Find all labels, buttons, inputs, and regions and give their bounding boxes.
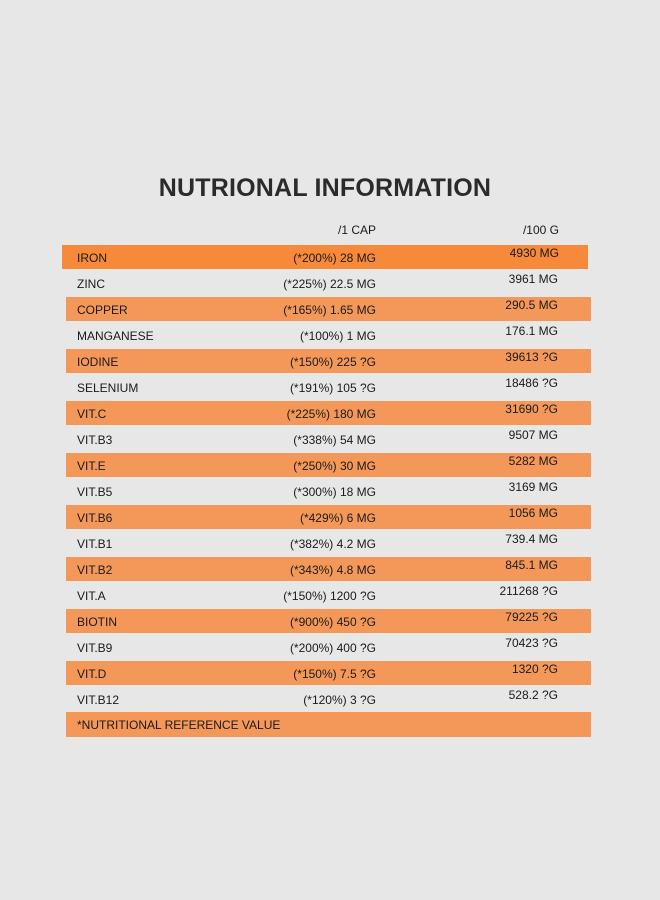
per-100g-value: 31690 ?G: [505, 402, 558, 416]
table-row: [66, 635, 591, 659]
nutrient-name: VIT.A: [77, 589, 106, 603]
column-header-per-100g: /100 G: [522, 223, 559, 237]
footnote-text: *NUTRITIONAL REFERENCE VALUE: [77, 718, 281, 732]
per-100g-value: 845.1 MG: [505, 558, 558, 572]
table-row: [66, 375, 591, 399]
per-100g-value: 211268 ?G: [499, 584, 558, 598]
nutrient-name: VIT.B5: [77, 485, 113, 499]
per-100g-value: 290.5 MG: [505, 298, 558, 312]
table-row: [66, 271, 591, 295]
per-cap-value: (*300%) 18 MG: [293, 485, 376, 499]
per-100g-value: 3961 MG: [508, 272, 558, 286]
nutrient-name: BIOTIN: [77, 615, 118, 629]
per-cap-value: (*100%) 1 MG: [299, 329, 376, 343]
per-100g-value: 5282 MG: [508, 454, 558, 468]
nutrient-name: MANGANESE: [77, 329, 154, 343]
per-cap-value: (*250%) 30 MG: [293, 459, 376, 473]
per-100g-value: 39613 ?G: [505, 350, 558, 364]
nutrient-name: VIT.B1: [77, 537, 113, 551]
per-cap-value: (*225%) 180 MG: [286, 407, 376, 421]
nutrient-name: VIT.B3: [77, 433, 113, 447]
table-row: [66, 661, 591, 685]
table-row: [66, 557, 591, 581]
nutrient-name: COPPER: [77, 303, 128, 317]
per-cap-value: (*338%) 54 MG: [293, 433, 376, 447]
table-row: [66, 479, 591, 503]
per-100g-value: 528.2 ?G: [508, 688, 558, 702]
per-100g-value: 4930 MG: [509, 246, 559, 260]
per-cap-value: (*200%) 400 ?G: [289, 641, 376, 655]
page-title: NUTRIONAL INFORMATION: [158, 174, 492, 202]
per-cap-value: (*150%) 1200 ?G: [283, 589, 376, 603]
table-row: [66, 687, 591, 711]
table-row: [66, 401, 591, 425]
table-row: [66, 583, 591, 607]
per-cap-value: (*150%) 7.5 ?G: [293, 667, 376, 681]
per-cap-value: (*225%) 22.5 MG: [283, 277, 376, 291]
per-100g-value: 739.4 MG: [505, 532, 558, 546]
nutrient-name: VIT.D: [77, 667, 107, 681]
per-cap-value: (*382%) 4.2 MG: [289, 537, 376, 551]
nutrient-name: VIT.B12: [77, 693, 120, 707]
per-100g-value: 18486 ?G: [505, 376, 558, 390]
nutrient-name: VIT.B9: [77, 641, 113, 655]
per-100g-value: 9507 MG: [508, 428, 558, 442]
table-row: [66, 297, 591, 321]
nutrient-name: IRON: [77, 251, 107, 265]
table-row: [66, 427, 591, 451]
table-row: [66, 323, 591, 347]
per-cap-value: (*191%) 105 ?G: [289, 381, 376, 395]
nutrient-name: VIT.C: [77, 407, 107, 421]
nutrient-name: VIT.E: [77, 459, 106, 473]
table-row: [66, 453, 591, 477]
per-cap-value: (*429%) 6 MG: [299, 511, 376, 525]
per-100g-value: 3169 MG: [508, 480, 558, 494]
nutrient-name: ZINC: [77, 277, 105, 291]
nutrient-name: IODINE: [77, 355, 119, 369]
column-header-per-cap: /1 CAP: [337, 223, 376, 237]
per-100g-value: 176.1 MG: [505, 324, 558, 338]
per-cap-value: (*165%) 1.65 MG: [283, 303, 376, 317]
table-row: [66, 531, 591, 555]
table-row: [66, 349, 591, 373]
table-row: [66, 505, 591, 529]
per-100g-value: 70423 ?G: [505, 636, 558, 650]
nutrient-name: VIT.B2: [77, 563, 113, 577]
per-cap-value: (*900%) 450 ?G: [289, 615, 376, 629]
per-cap-value: (*120%) 3 ?G: [303, 693, 376, 707]
nutrient-name: VIT.B6: [77, 511, 113, 525]
table-row: [66, 609, 591, 633]
per-100g-value: 79225 ?G: [505, 610, 558, 624]
per-cap-value: (*200%) 28 MG: [293, 251, 376, 265]
per-cap-value: (*150%) 225 ?G: [289, 355, 376, 369]
nutrient-name: SELENIUM: [77, 381, 139, 395]
per-cap-value: (*343%) 4.8 MG: [289, 563, 376, 577]
table-row: [62, 245, 588, 269]
per-100g-value: 1056 MG: [508, 506, 558, 520]
per-100g-value: 1320 ?G: [511, 662, 558, 676]
reference-value-footnote: [66, 712, 591, 737]
